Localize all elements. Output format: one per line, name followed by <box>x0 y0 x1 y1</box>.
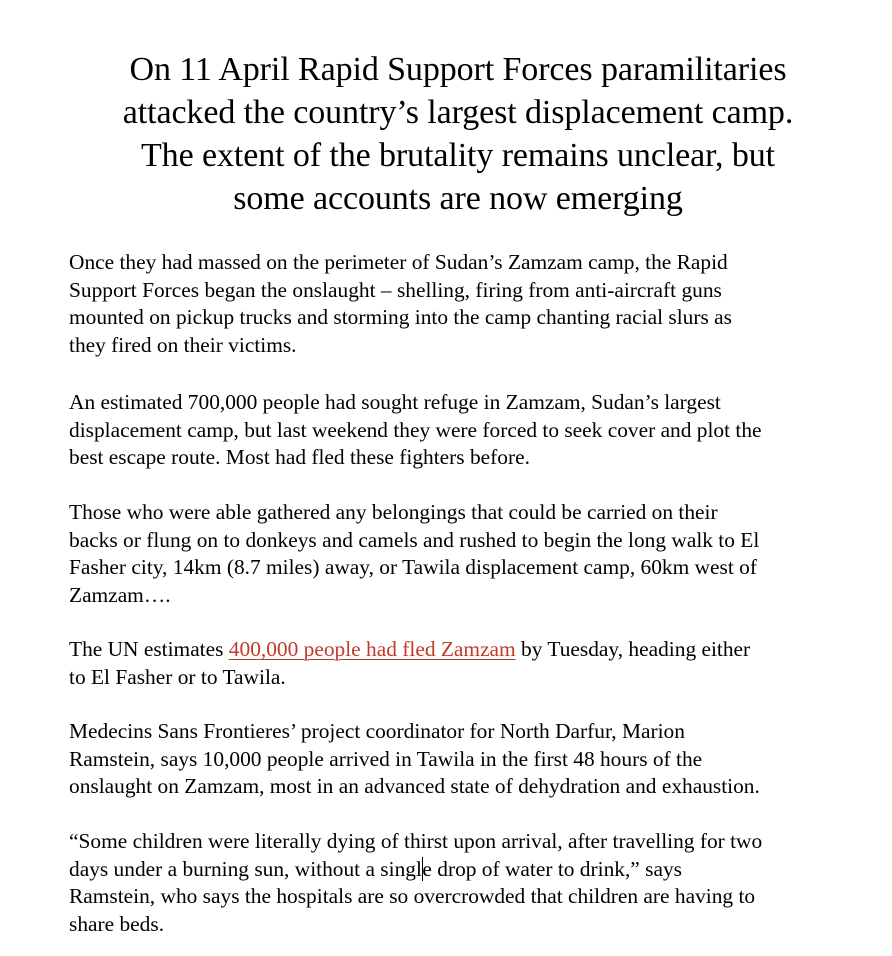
fled-zamzam-link[interactable]: 400,000 people had fled Zamzam <box>228 637 516 661</box>
text-line: displacement camp, but last weekend they were forced to seek cover and plot the <box>69 417 762 442</box>
text-line: Once they had massed on the perimeter of Sudan’s Zamzam camp, the Rapid <box>69 250 728 274</box>
text-fragment: e drop of water to drink,” says <box>422 856 682 881</box>
text-line: Ramstein, who says the hospitals are so overcrowded that children are having to <box>69 884 756 908</box>
headline-line: some accounts are now emerging <box>233 180 683 217</box>
text-line: Zamzam…. <box>69 582 171 607</box>
paragraph-belongings <box>69 499 869 609</box>
text-line: best escape route. Most had fled these fighters before. <box>69 445 530 469</box>
text-fragment: by Tuesday, heading either <box>515 637 751 661</box>
text-fragment: The UN estimates <box>69 637 229 661</box>
headline-line: On 11 April Rapid Support Forces paramilitaries <box>129 51 787 88</box>
text-line: Support Forces began the onslaught – shelling, firing from anti-aircraft guns <box>69 277 722 302</box>
headline-line: The extent of the brutality remains unclear, but <box>141 137 775 174</box>
text-line: mounted on pickup trucks and storming into the camp chanting racial slurs as <box>69 305 732 329</box>
headline-line: attacked the country’s largest displacement camp. <box>122 94 794 131</box>
paragraph-onslaught <box>69 249 869 359</box>
text-line: Ramstein, says 10,000 people arrived in Tawila in the first 48 hours of the <box>69 746 703 771</box>
paragraph-quote[interactable] <box>69 828 869 938</box>
text-line: An estimated 700,000 people had sought refuge in Zamzam, Sudan’s largest <box>69 390 721 414</box>
text-line: Fasher city, 14km (8.7 miles) away, or Tawila displacement camp, 60km west of <box>69 555 757 579</box>
paragraph-un-estimates <box>69 636 869 691</box>
text-fragment: days under a burning sun, without a singl <box>69 856 422 881</box>
paragraph-msf <box>69 718 869 801</box>
paragraph-refuge <box>69 389 869 472</box>
text-line: Those who were able gathered any belongings that could be carried on their <box>69 500 718 524</box>
text-line: “Some children were literally dying of thirst upon arrival, after travelling for two <box>69 829 763 853</box>
headline <box>40 48 876 220</box>
text-line: onslaught on Zamzam, most in an advanced state of dehydration and exhaustion. <box>69 774 760 798</box>
text-line: Medecins Sans Frontieres’ project coordinator for North Darfur, Marion <box>69 719 685 743</box>
text-line: to El Fasher or to Tawila. <box>69 664 286 689</box>
text-line: they fired on their victims. <box>69 332 297 357</box>
text-line: backs or flung on to donkeys and camels and rushed to begin the long walk to El <box>69 527 760 552</box>
text-line: share beds. <box>69 911 165 936</box>
